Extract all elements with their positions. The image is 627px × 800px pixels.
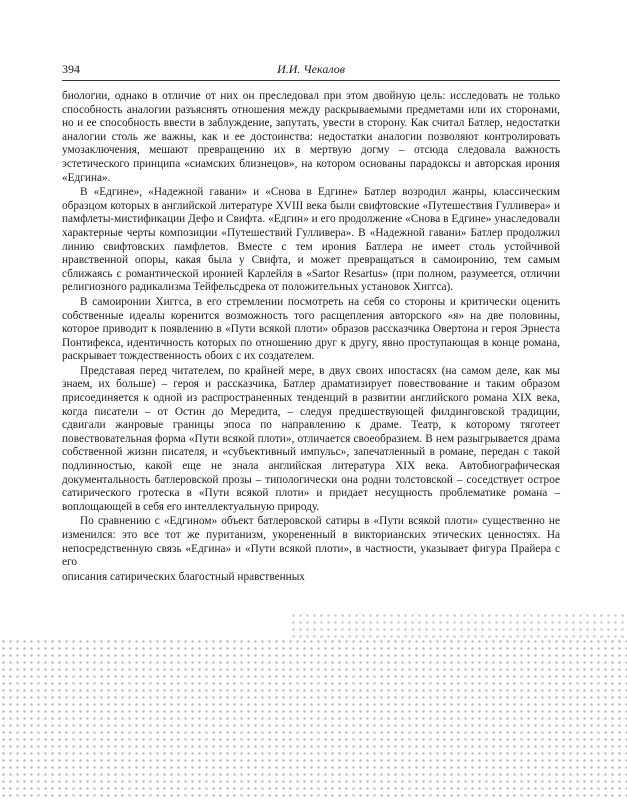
paragraph-fragment: описания сатирических благостный нравственных xyxy=(62,570,305,583)
header-rule xyxy=(62,80,560,81)
running-head: И.И. Чекалов xyxy=(277,62,345,76)
paragraph: биологии, однако в отличие от них он преследовал при этом двойную цель: исследовать не только способность аналогии разъяснять отношения между раскрываемыми предметами или их сторонами, но и ее способность ввести в заблуждение, запутать, увести в сторону. Как считал Батлер, недостатки аналогии столь же важны, как и ее достоинства: недостатки аналогии позволяют контролировать умозаключения, мешают превращению их в мертвую догму – отсюда следовала важность эстетического принципа «сиамских близнецов», на котором основаны парадоксы и авторская ирония «Едгина». xyxy=(62,90,560,184)
paragraph: Представая перед читателем, по крайней мере, в двух своих ипостасях (на самом деле, как мы знаем, их больше) – героя и рассказчика, Батлер драматизирует повествование и таким образом присоединяется к одной из распространенных тенденций в развитии английского романа XIX века, когда писатели – от Остин до Мередита, – следуя предшествующей филдинговской традиции, сдвигали жанровые границы эпоса по направлению к драме. Театр, к которому тяготеет повествовательная форма «Пути всякой плоти», отличается своеобразием. В нем разыгрывается драма собственной жизни писателя, и «субъективный импульс», запечатленный в романе, передан с такой подлинностью, какой еще не знала английская литература XIX века. Автобиографическая документальность батлеровской прозы – типологически она родни толстовской – соседствует острое сатирического гротеска в «Пути всякой плоти» и придает несущность проблематике романа – воплощающей в себя его интеллектуальную природу. xyxy=(62,364,560,513)
paragraph: В самоиронии Хиггса, в его стремлении посмотреть на себя со стороны и критически оценить собственные идеалы коренится возможность того расщепления авторского «я» на две половины, которое приводит к появлению в «Пути всякой плоти» образов рассказчика Овертона и героя Эрнеста Понтифекса, идентичность которых по отношению друг к другу, явно проступающая в конце романа, раскрывает тождественность обоих с их создателем. xyxy=(62,295,560,363)
scan-mask-dots xyxy=(0,638,627,800)
paragraph: По сравнению с «Едгином» объект батлеровской сатиры в «Пути всякой плоти» существенно не изменился: это все тот же пуританизм, укорененный в викторианских этических ценностях. На непосредственную связь «Едгина» и «Пути всякой плоти», в частности, указывает фигура Прайера с его xyxy=(62,515,560,569)
page-header xyxy=(62,62,560,78)
body-text xyxy=(62,90,560,584)
page-number: 394 xyxy=(62,62,80,76)
paragraph: В «Едгине», «Надежной гавани» и «Снова в Едгине» Батлер возродил жанры, классическим образцом которых в английской литературе XVIII века были свифтовские «Путешествия Гулливера» и памфлеты-мистификации Дефо и Свифта. «Едгин» и его продолжение «Снова в Едгине» унаследовали характерные черты композиции «Путешествий Гулливера». В «Надежной гавани» Батлер продолжил линию свифтовских памфлетов. Вместе с тем ирония Батлера не имеет столь устойчивой нравственной опоры, какая была у Свифта, и может превращаться в самоиронию, тем самым сближаясь с романтической иронией Карлейля в «Sartor Resartus» (при полном, разумеется, отличии религиозного радикализма Тейфельсдрека от положительных установок Хиггса). xyxy=(62,186,560,294)
